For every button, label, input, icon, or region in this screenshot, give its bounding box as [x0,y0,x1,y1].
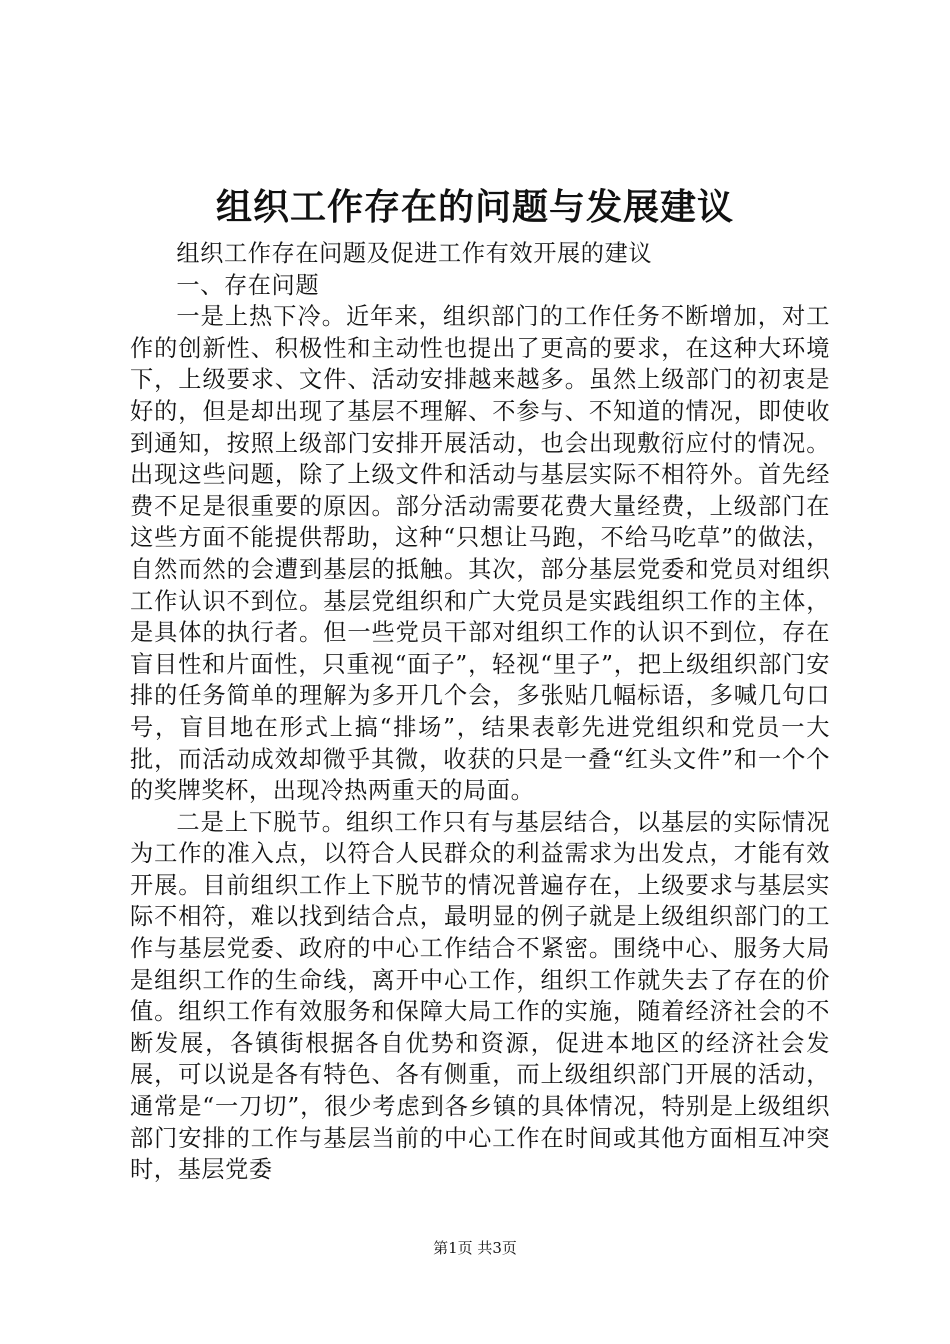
page-footer: 第1页 共3页 [433,1239,517,1257]
document-body [130,238,830,1186]
subtitle-paragraph: 组织工作存在问题及促进工作有效开展的建议 [176,240,653,267]
section-heading: 一、存在问题 [176,271,320,299]
document-title: 组织工作存在的问题与发展建议 [215,187,734,228]
body-paragraph: 二是上下脱节。组织工作只有与基层结合，以基层的实际情况为工作的准入点，以符合人民群众的利益需求为出发点，才能有效开展。目前组织工作上下脱节的情况普遍存在，上级要求与基层实际不相符，难以找到结合点，最明显的例子就是上级组织部门的工作与基层党委、政府的中心工作结合不紧密。围绕中心、服务大局是组织工作的生命线，离开中心工作，组织工作就失去了存在的价值。组织工作有效服务和保障大局工作的实施，随着经济社会的不断发展，各镇街根据各自优势和资源，促进本地区的经济社会发展，可以说是各有特色、各有侧重，而上级组织部门开展的活动，通常是“一刀切”，很少考虑到各乡镇的具体情况，特别是上级组织部门安排的工作与基层当前的中心工作在时间或其他方面相互冲突时，基层党委 [130,808,830,1184]
body-paragraph: 一是上热下冷。近年来，组织部门的工作任务不断增加，对工作的创新性、积极性和主动性也提出了更高的要求，在这种大环境下，上级要求、文件、活动安排越来越多。虽然上级部门的初衷是好的，但是却出现了基层不理解、不参与、不知道的情况，即使收到通知，按照上级部门安排开展活动，也会出现敷衍应付的情况。出现这些问题，除了上级文件和活动与基层实际不相符外。首先经费不足是很重要的原因。部分活动需要花费大量经费，上级部门在这些方面不能提供帮助，这种“只想让马跑，不给马吃草”的做法，自然而然的会遭到基层的抵触。其次，部分基层党委和党员对组织工作认识不到位。基层党组织和广大党员是实践组织工作的主体，是具体的执行者。但一些党员干部对组织工作的认识不到位，存在盲目性和片面性，只重视“面子”，轻视“里子”，把上级组织部门安排的任务简单的理解为多开几个会，多张贴几幅标语，多喊几句口号，盲目地在形式上搞“排场”，结果表彰先进党组织和党员一大批，而活动成效却微乎其微，收获的只是一叠“红头文件”和一个个的奖牌奖杯，出现冷热两重天的局面。 [130,303,830,805]
